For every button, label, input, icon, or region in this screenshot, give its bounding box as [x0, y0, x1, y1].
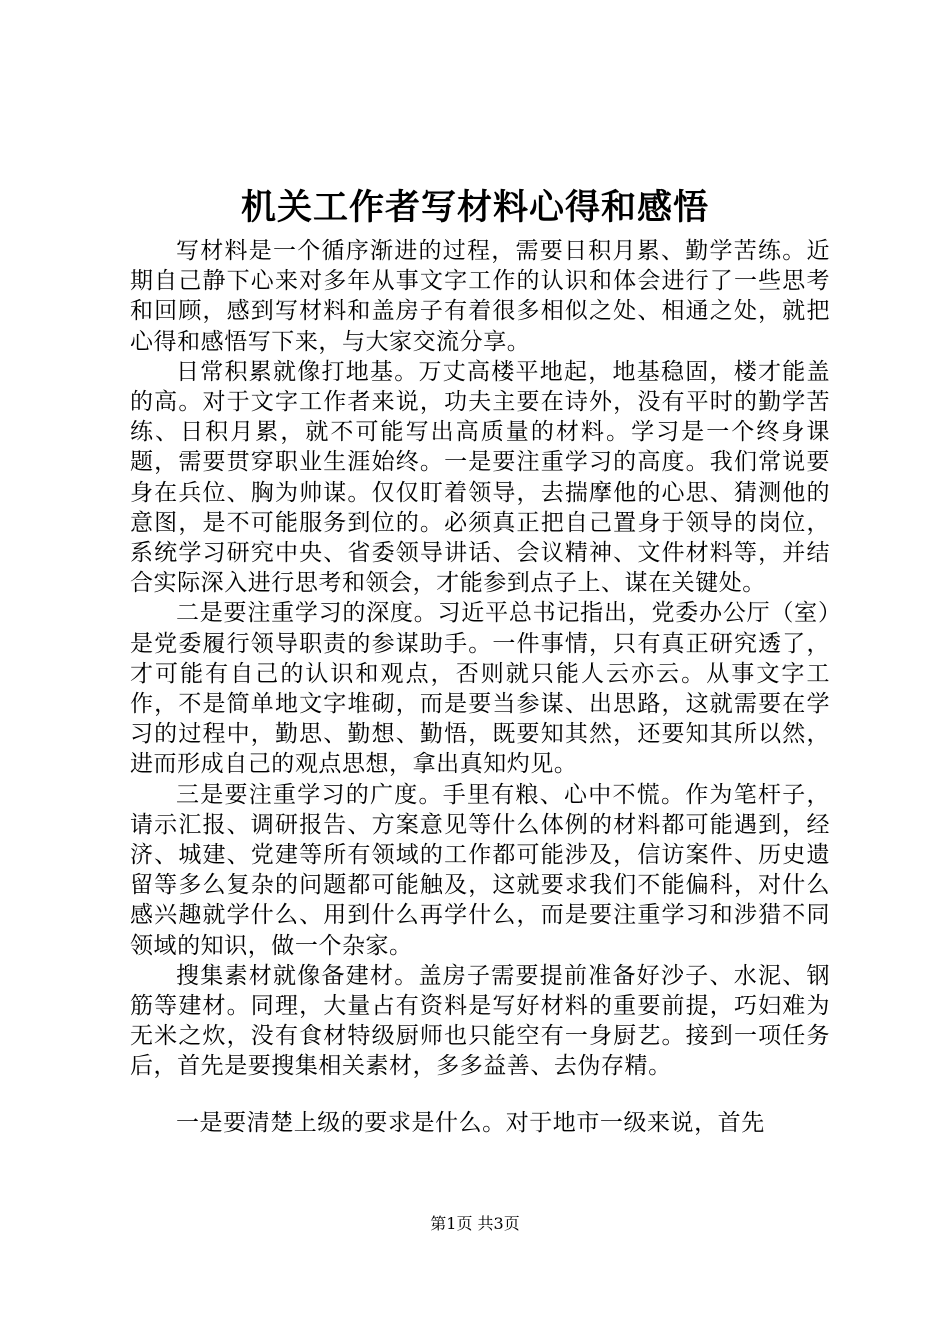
document-title: 机关工作者写材料心得和感悟 [240, 187, 709, 228]
paragraph-study-breadth: 三是要注重学习的广度。手里有粮、心中不慌。作为笔杆子，请示汇报、调研报告、方案意见等什么体例的材料都可能遇到，经济、城建、党建等所有领域的工作都可能涉及，信访案件、历史遗留等多么复杂的问题都可能触及，这就要求我们不能偏科，对什么感兴趣就学什么、用到什么再学什么，而是要注重学习和涉猎不同领域的知识，做一个杂家。 [130, 781, 830, 959]
paragraph-intro: 写材料是一个循序渐进的过程，需要日积月累、勤学苦练。近期自己静下心来对多年从事文字工作的认识和体会进行了一些思考和回顾，感到写材料和盖房子有着很多相似之处、相通之处，就把心得和感悟写下来，与大家交流分享。 [130, 238, 830, 355]
document-body [130, 236, 830, 1138]
paragraph-superior-requirements: 一是要清楚上级的要求是什么。对于地市一级来说，首先 [176, 1109, 765, 1136]
page-footer: 第1页 共3页 [430, 1214, 520, 1233]
paragraph-foundation: 日常积累就像打地基。万丈高楼平地起，地基稳固，楼才能盖的高。对于文字工作者来说，功夫主要在诗外，没有平时的勤学苦练、日积月累，就不可能写出高质量的材料。学习是一个终身课题，需要贯穿职业生涯始终。一是要注重学习的高度。我们常说要身在兵位、胸为帅谋。仅仅盯着领导，去揣摩他的心思、猜测他的意图，是不可能服务到位的。必须真正把自己置身于领导的岗位，系统学习研究中央、省委领导讲话、会议精神、文件材料等，并结合实际深入进行思考和领会，才能参到点子上、谋在关键处。 [130, 358, 830, 597]
paragraph-materials: 搜集素材就像备建材。盖房子需要提前准备好沙子、水泥、钢筋等建材。同理，大量占有资料是写好材料的重要前提，巧妇难为无米之炊，没有食材特级厨师也只能空有一身厨艺。接到一项任务后，首先是要搜集相关素材，多多益善、去伪存精。 [130, 962, 830, 1080]
paragraph-study-depth: 二是要注重学习的深度。习近平总书记指出，党委办公厅（室）是党委履行领导职责的参谋助手。一件事情，只有真正研究透了，才可能有自己的认识和观点，否则就只能人云亦云。从事文字工作，不是简单地文字堆砌，而是要当参谋、出思路，这就需要在学习的过程中，勤思、勤想、勤悟，既要知其然，还要知其所以然，进而形成自己的观点思想，拿出真知灼见。 [130, 600, 830, 778]
